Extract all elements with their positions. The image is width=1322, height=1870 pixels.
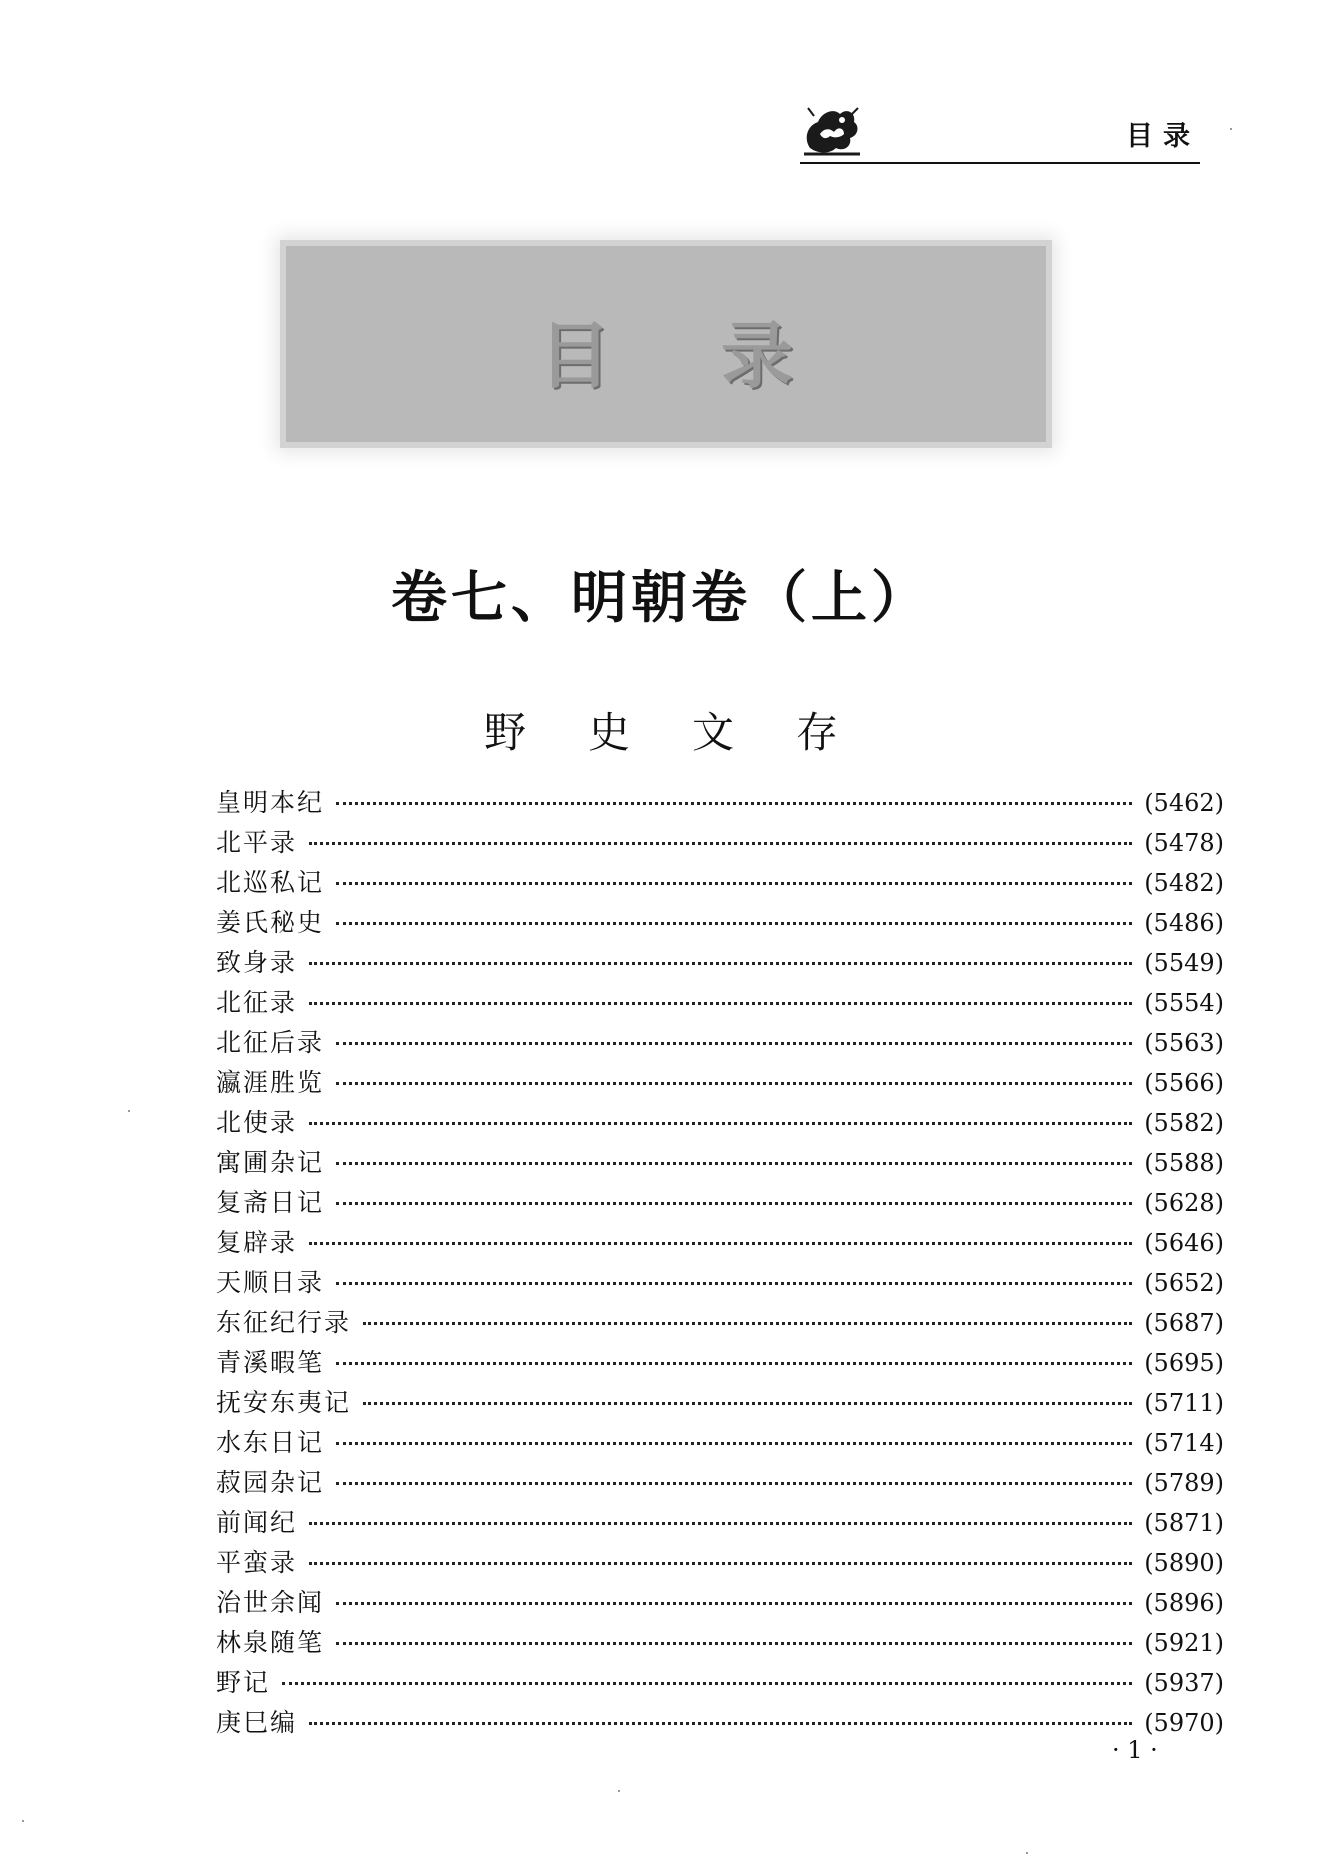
toc-entry-page: (5588) (1144, 1149, 1224, 1177)
toc-entry (216, 1383, 1224, 1423)
toc-dot-leader (336, 1602, 1132, 1605)
toc-dot-leader (309, 1562, 1132, 1565)
toc-entry-page: (5482) (1144, 869, 1224, 897)
toc-entry-title: 抚安东夷记 (216, 1388, 352, 1417)
toc-entry (216, 1343, 1224, 1383)
toc-entry-title: 复斋日记 (216, 1188, 325, 1217)
toc-dot-leader (336, 1202, 1132, 1205)
scan-speck (128, 1110, 130, 1112)
scan-speck (1230, 128, 1232, 130)
toc-entry-title: 天顺日录 (216, 1268, 325, 1297)
toc-entry (216, 1543, 1224, 1583)
toc-entry-title: 寓圃杂记 (216, 1148, 325, 1177)
running-header (800, 104, 1200, 164)
toc-dot-leader (336, 1282, 1132, 1285)
toc-dot-leader (336, 1442, 1132, 1445)
toc-entry-title: 青溪暇笔 (216, 1348, 325, 1377)
toc-entry (216, 903, 1224, 943)
toc-entry (216, 863, 1224, 903)
toc-entry (216, 983, 1224, 1023)
toc-entry-title: 瀛涯胜览 (216, 1068, 325, 1097)
toc-entry-title: 姜氏秘史 (216, 908, 325, 937)
toc-entry-title: 北征后录 (216, 1028, 325, 1057)
toc-entry-page: (5549) (1144, 949, 1224, 977)
toc-entry-title: 北征录 (216, 988, 298, 1017)
toc-entry-page: (5921) (1144, 1629, 1224, 1657)
page-number: · 1 · (1112, 1736, 1158, 1764)
toc-entry-title: 皇明本纪 (216, 788, 325, 817)
toc-entry-page: (5566) (1144, 1069, 1224, 1097)
toc-entry (216, 1183, 1224, 1223)
table-of-contents (216, 783, 1224, 1743)
toc-dot-leader (309, 842, 1132, 845)
toc-entry (216, 1703, 1224, 1743)
toc-entry-title: 北使录 (216, 1108, 298, 1137)
toc-entry-page: (5789) (1144, 1469, 1224, 1497)
toc-dot-leader (336, 1362, 1132, 1365)
toc-dot-leader (363, 1402, 1132, 1405)
scan-speck (22, 1820, 24, 1822)
toc-entry-title: 致身录 (216, 948, 298, 977)
toc-dot-leader (336, 1042, 1132, 1045)
toc-entry-title: 复辟录 (216, 1228, 298, 1257)
toc-dot-leader (309, 1122, 1132, 1125)
banner-title: 目录 (538, 314, 903, 398)
toc-entry-title: 平蛮录 (216, 1548, 298, 1577)
toc-entry (216, 1423, 1224, 1463)
header-rule (800, 162, 1200, 164)
toc-entry-page: (5646) (1144, 1229, 1224, 1257)
toc-entry-page: (5462) (1144, 789, 1224, 817)
toc-entry (216, 1583, 1224, 1623)
toc-dot-leader (282, 1682, 1132, 1685)
toc-entry (216, 823, 1224, 863)
toc-dot-leader (309, 1522, 1132, 1525)
toc-entry (216, 783, 1224, 823)
toc-entry (216, 1303, 1224, 1343)
toc-dot-leader (336, 882, 1132, 885)
toc-dot-leader (336, 1082, 1132, 1085)
toc-entry-page: (5695) (1144, 1349, 1224, 1377)
toc-entry-page: (5652) (1144, 1269, 1224, 1297)
toc-entry-page: (5563) (1144, 1029, 1224, 1057)
toc-entry (216, 1503, 1224, 1543)
scan-speck (618, 1790, 620, 1792)
toc-entry-page: (5554) (1144, 989, 1224, 1017)
toc-dot-leader (336, 802, 1132, 805)
toc-dot-leader (336, 1482, 1132, 1485)
toc-entry (216, 1223, 1224, 1263)
toc-entry-page: (5871) (1144, 1509, 1224, 1537)
toc-entry-title: 北巡私记 (216, 868, 325, 897)
section-title: 野史文存 (483, 708, 900, 757)
toc-entry (216, 1463, 1224, 1503)
toc-entry (216, 1623, 1224, 1663)
toc-entry-page: (5896) (1144, 1589, 1224, 1617)
dragon-emblem-icon (800, 104, 864, 158)
toc-entry (216, 943, 1224, 983)
toc-entry-title: 治世余闻 (216, 1588, 325, 1617)
toc-dot-leader (309, 962, 1132, 965)
toc-dot-leader (309, 1002, 1132, 1005)
running-header-title: 目录 (1126, 121, 1200, 152)
toc-dot-leader (309, 1242, 1132, 1245)
toc-entry-page: (5711) (1144, 1389, 1224, 1417)
toc-entry-title: 前闻纪 (216, 1508, 298, 1537)
toc-entry-page: (5582) (1144, 1109, 1224, 1137)
toc-entry-page: (5486) (1144, 909, 1224, 937)
toc-entry-page: (5714) (1144, 1429, 1224, 1457)
toc-entry-page: (5478) (1144, 829, 1224, 857)
toc-dot-leader (336, 1162, 1132, 1165)
toc-entry-title: 水东日记 (216, 1428, 325, 1457)
toc-entry (216, 1063, 1224, 1103)
toc-dot-leader (336, 1642, 1132, 1645)
toc-entry-title: 菽园杂记 (216, 1468, 325, 1497)
toc-entry-page: (5628) (1144, 1189, 1224, 1217)
toc-entry-title: 北平录 (216, 828, 298, 857)
toc-dot-leader (309, 1722, 1132, 1725)
toc-entry (216, 1663, 1224, 1703)
contents-banner (286, 246, 1046, 442)
toc-entry (216, 1103, 1224, 1143)
volume-title: 卷七、明朝卷（上） (391, 566, 931, 631)
toc-entry (216, 1143, 1224, 1183)
toc-entry-page: (5687) (1144, 1309, 1224, 1337)
toc-entry-title: 东征纪行录 (216, 1308, 352, 1337)
toc-dot-leader (336, 922, 1132, 925)
toc-entry-page: (5937) (1144, 1669, 1224, 1697)
toc-entry-title: 野记 (216, 1668, 271, 1697)
toc-entry-page: (5970) (1144, 1709, 1224, 1737)
toc-entry (216, 1263, 1224, 1303)
scan-speck (1026, 1852, 1028, 1854)
toc-entry (216, 1023, 1224, 1063)
toc-entry-title: 林泉随笔 (216, 1628, 325, 1657)
toc-entry-page: (5890) (1144, 1549, 1224, 1577)
toc-entry-title: 庚巳编 (216, 1708, 298, 1737)
toc-dot-leader (363, 1322, 1132, 1325)
